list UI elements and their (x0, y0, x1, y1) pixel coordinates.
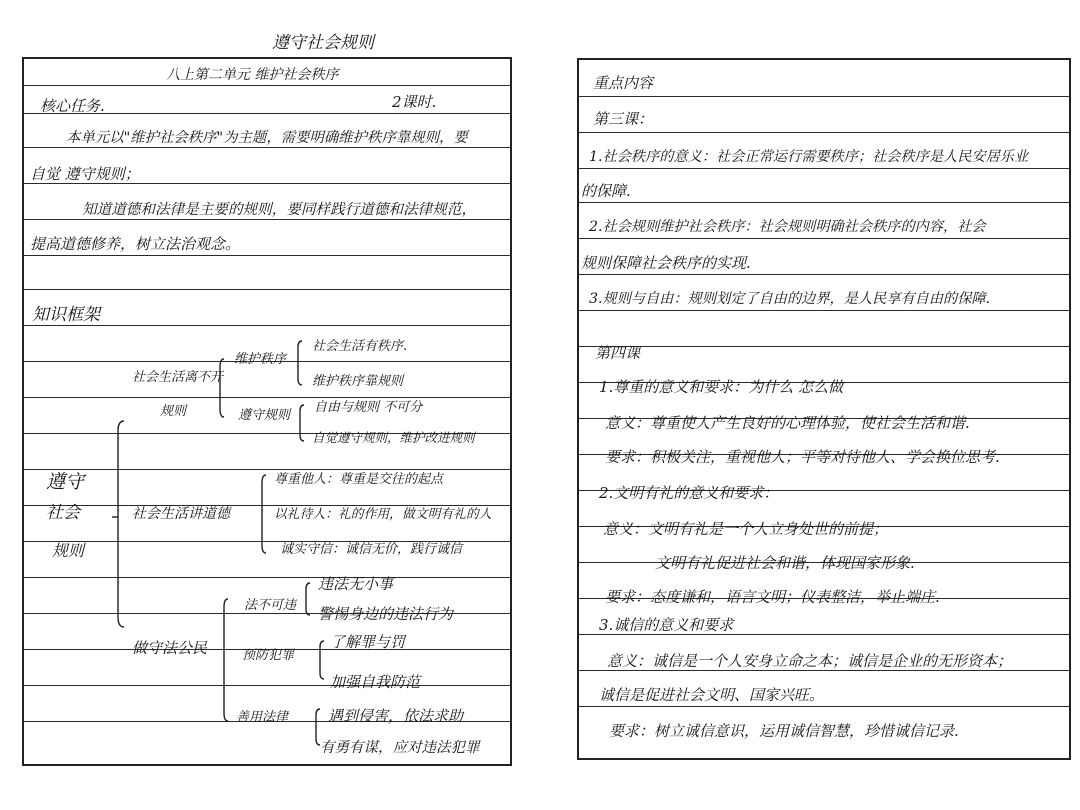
branch-3-child-3-leaf-1: 遇到侵害，依法求助 (328, 707, 464, 725)
lesson-4-label: 第四课 (595, 344, 641, 362)
page-title: 遵守社会规则 (272, 33, 374, 53)
lesson-4-line-4: 2.文明有礼的意义和要求： (599, 484, 779, 502)
branch-1-child-2-leaf-2: 自觉遵守规则，维护改进规则 (312, 430, 475, 445)
branch-2-leaf-3: 诚实守信：诚信无价，践行诚信 (280, 542, 463, 557)
branch-3-child-1-leaf-2: 警惕身边的违法行为 (318, 605, 454, 623)
key-content-label: 重点内容 (593, 74, 654, 92)
lesson-4-line-3: 要求：积极关注，重视他人；平等对待他人、学会换位思考. (605, 448, 1000, 466)
core-task-label: 核心任务. (40, 97, 105, 115)
lesson-3-label: 第三课： (593, 110, 654, 128)
branch-3-child-2-bracket (320, 641, 324, 679)
lesson-4-line-7: 要求：态度谦和，语言文明；仪表整洁，举止端庄. (605, 588, 940, 606)
core-task-line-4: 提高道德修养，树立法治观念。 (30, 235, 241, 253)
lesson-3-line-4: 规则保障社会秩序的实现. (581, 254, 751, 272)
branch-1-child-2-bracket (300, 405, 304, 441)
lesson-hours: 2课时. (392, 93, 437, 111)
branch-3-child-1-bracket (306, 583, 310, 615)
branch-3-child-2-leaf-2: 加强自我防范 (330, 673, 421, 691)
branch-1-child-1-leaf-2: 维护秩序靠规则 (312, 374, 404, 389)
lesson-3-line-2: 的保障. (581, 182, 631, 200)
branch-3-child-2-leaf-1: 了解罪与罚 (330, 633, 406, 651)
root-bracket (118, 421, 124, 627)
core-task-line-3: 知道道德和法律是主要的规则，要同样践行道德和法律规范， (82, 201, 477, 218)
branch-1-child-2-leaf-1: 自由与规则 不可分 (314, 400, 423, 415)
lesson-3-line-1: 1.社会秩序的意义：社会正常运行需要秩序；社会秩序是人民安居乐业 (589, 149, 1029, 165)
root-node-line-1: 遵守 (46, 471, 85, 493)
branch-1-child-1-bracket (298, 341, 302, 385)
core-task-line-1: 本单元以"维护社会秩序"为主题，需要明确维护秩序靠规则，要 (66, 130, 468, 146)
branch-3-child-3-leaf-2: 有勇有谋，应对违法犯罪 (320, 740, 480, 756)
left-notebook-page (22, 57, 512, 766)
branch-3-label: 做守法公民 (132, 639, 208, 657)
lesson-4-line-6: 文明有礼促进社会和谐，体现国家形象. (655, 554, 915, 572)
right-notebook-page (577, 58, 1071, 760)
branch-3-child-1-leaf-1: 违法无小事 (318, 575, 394, 593)
branch-3-child-2-label: 预防犯罪 (242, 648, 295, 663)
branch-1-child-1-label: 维护秩序 (234, 352, 287, 367)
lesson-4-line-8: 3.诚信的意义和要求 (599, 616, 734, 634)
core-task-line-2: 自觉 遵守规则； (30, 165, 140, 183)
lesson-4-line-2: 意义：尊重使人产生良好的心理体验，使社会生活和谐. (605, 414, 970, 432)
lesson-4-line-1: 1.尊重的意义和要求：为什么 怎么做 (599, 378, 844, 396)
root-node-line-2: 社会 (46, 503, 80, 523)
branch-2-leaf-1: 尊重他人：尊重是交往的起点 (274, 472, 444, 487)
lesson-4-line-5: 意义：文明有礼是一个人立身处世的前提； (603, 520, 889, 538)
branch-3-child-3-label: 善用法律 (236, 710, 289, 725)
framework-label: 知识框架 (32, 305, 100, 325)
lesson-3-line-5: 3.规则与自由：规则划定了自由的边界，是人民享有自由的保障. (589, 291, 991, 307)
branch-3-child-1-label: 法不可违 (244, 598, 297, 613)
lesson-3-line-3: 2.社会规则维护社会秩序：社会规则明确社会秩序的内容，社会 (589, 219, 986, 235)
branch-1-label-line-2: 规则 (160, 404, 187, 419)
root-node-line-3: 规则 (52, 541, 85, 560)
branch-2-leaf-2: 以礼待人：礼的作用，做文明有礼的人 (274, 507, 492, 522)
lesson-4-line-11: 要求：树立诚信意识，运用诚信智慧，珍惜诚信记录. (609, 722, 959, 740)
branch-2-label: 社会生活讲道德 (132, 506, 230, 522)
lesson-4-line-9: 意义：诚信是一个人安身立命之本；诚信是企业的无形资本； (607, 652, 1013, 670)
branch-1-child-2-label: 遵守规则 (238, 408, 291, 423)
lesson-4-line-10: 诚信是促进社会文明、国家兴旺。 (599, 686, 825, 704)
unit-header: 八上第二单元 维护社会秩序 (166, 67, 339, 83)
branch-1-label-line-1: 社会生活离不开 (132, 370, 224, 385)
branch-1-child-1-leaf-1: 社会生活有秩序. (312, 339, 408, 354)
branch-1-bracket (220, 359, 224, 417)
branch-3-bracket (224, 599, 228, 721)
